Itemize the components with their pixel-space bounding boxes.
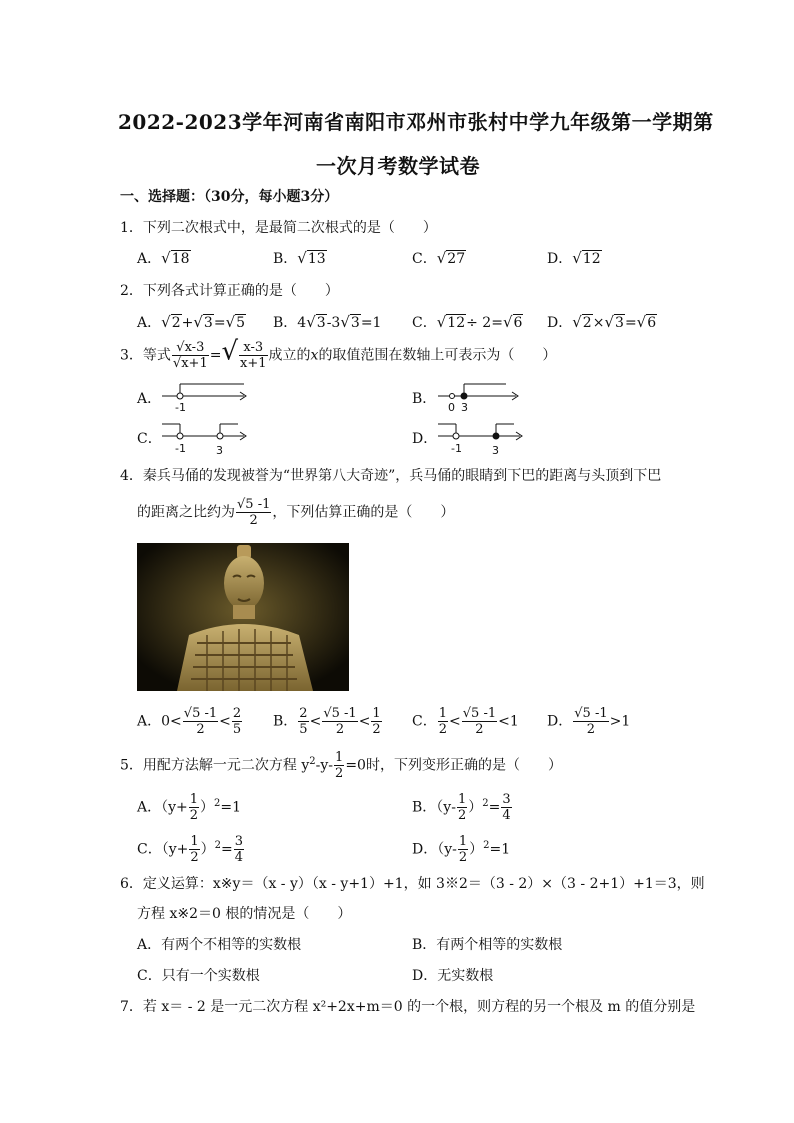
q4-option-d[interactable]: D． $\frac{√5 -1}{2}$ >1 xyxy=(547,706,631,737)
closed-point-3 xyxy=(461,393,467,399)
tick-label-3: 3 xyxy=(461,401,468,414)
q3-option-a-numberline[interactable] xyxy=(160,378,260,414)
q2-option-d[interactable]: D．√2×√3=√6 xyxy=(547,313,657,331)
tick-label-neg1: -1 xyxy=(451,442,462,455)
q6-option-b[interactable]: B．有两个相等的实数根 xyxy=(412,937,563,953)
q3-option-b-label[interactable]: B． xyxy=(412,391,437,407)
question-4-line-1: 4．秦兵马俑的发现被誉为“世界第八大奇迹”，兵马俑的眼睛到下巴的距离与头顶到下巴 xyxy=(120,468,662,484)
tick-label-neg1: -1 xyxy=(175,401,186,414)
q3-option-c-label[interactable]: C． xyxy=(137,431,162,447)
tick-label-neg1: -1 xyxy=(175,442,186,455)
question-3-stem: 3．等式 $\frac{√x-3}{√x+1}$ =√ $\frac{x-3}{x+1}$ 成立的x的取值范围在数轴上可表示为（ ） xyxy=(120,336,557,371)
page-title-line-1: 2022-2023学年河南省南阳市邓州市张村中学九年级第一学期第 xyxy=(118,110,714,134)
q6-option-d[interactable]: D．无实数根 xyxy=(412,968,494,984)
question-6-line-1: 6．定义运算：x※y＝（x - y）（x - y+1）+1，如 3※2＝（3 - 2）×（3 - 2+1）+1＝3，则 xyxy=(120,876,705,892)
q3-option-b-numberline[interactable] xyxy=(436,378,536,414)
open-point-neg1 xyxy=(453,433,459,439)
q6-option-a[interactable]: A．有两个不相等的实数根 xyxy=(137,937,302,953)
q1-option-a[interactable]: A．√18 xyxy=(137,249,190,267)
q5-option-c[interactable]: C．（y+ $\frac{1}{2}$ ）$^2$= $\frac{3}{4}$ xyxy=(137,834,244,865)
q4-option-c[interactable]: C． $\frac{1}{2}$ < $\frac{√5 -1}{2}$ <1 xyxy=(412,706,519,737)
q5-option-b[interactable]: B．（y- $\frac{1}{2}$ ）$^2$= $\frac{3}{4}$ xyxy=(412,792,511,823)
q2-option-b[interactable]: B．4√3-3√3=1 xyxy=(273,313,382,331)
tick-label-0: 0 xyxy=(448,401,455,414)
q5-option-d[interactable]: D．（y- $\frac{1}{2}$ ）$^2$=1 xyxy=(412,834,511,865)
q2-option-a[interactable]: A．√2+√3=√5 xyxy=(137,313,246,331)
question-6-line-2: 方程 x※2＝0 根的情况是（ ） xyxy=(137,906,352,922)
question-7-line-1: 7．若 x＝ - 2 是一元二次方程 x²+2x+m＝0 的一个根，则方程的另一个根及 m 的值分别是 xyxy=(120,999,696,1015)
point-zero xyxy=(450,394,455,399)
q5-option-a[interactable]: A．（y+ $\frac{1}{2}$ ）$^2$=1 xyxy=(137,792,242,823)
open-point-neg1 xyxy=(177,433,183,439)
q1-option-c[interactable]: C．√27 xyxy=(412,249,466,267)
q1-option-b[interactable]: B．√13 xyxy=(273,249,326,267)
q3-option-d-numberline[interactable] xyxy=(436,418,536,456)
open-point-3 xyxy=(217,433,223,439)
q4-option-b[interactable]: B． $\frac{2}{5}$ < $\frac{√5 -1}{2}$ < $\frac{1}{2}$ xyxy=(273,706,381,737)
q3-option-c-numberline[interactable] xyxy=(160,418,260,456)
section-header: 一、选择题：（30分，每小题3分） xyxy=(120,189,339,205)
open-point-neg1 xyxy=(177,393,183,399)
question-1-stem: 1．下列二次根式中，是最简二次根式的是（ ） xyxy=(120,220,437,236)
q4-option-a[interactable]: A．0< $\frac{√5 -1}{2}$ < $\frac{2}{5}$ xyxy=(137,706,242,737)
closed-point-3 xyxy=(493,433,499,439)
q6-option-c[interactable]: C．只有一个实数根 xyxy=(137,968,260,984)
q2-option-c[interactable]: C．√12÷ 2=√6 xyxy=(412,313,523,331)
question-5-stem: 5．用配方法解一元二次方程 $y^2-y-$ $\frac{1}{2}$ =0时，下列变形正确的是（ ） xyxy=(120,750,562,781)
question-2-stem: 2．下列各式计算正确的是（ ） xyxy=(120,283,339,299)
tick-label-3: 3 xyxy=(492,444,499,456)
question-4-line-2: 的距离之比约为 $\frac{√5 -1}{2}$ ，下列估算正确的是（ ） xyxy=(137,497,455,528)
tick-label-3: 3 xyxy=(216,444,223,456)
terracotta-warrior-photo xyxy=(137,543,349,691)
page-title-line-2: 一次月考数学试卷 xyxy=(316,154,480,178)
q3-option-d-label[interactable]: D． xyxy=(412,431,438,447)
q3-option-a-label[interactable]: A． xyxy=(137,391,162,407)
q1-option-d[interactable]: D．√12 xyxy=(547,249,601,267)
